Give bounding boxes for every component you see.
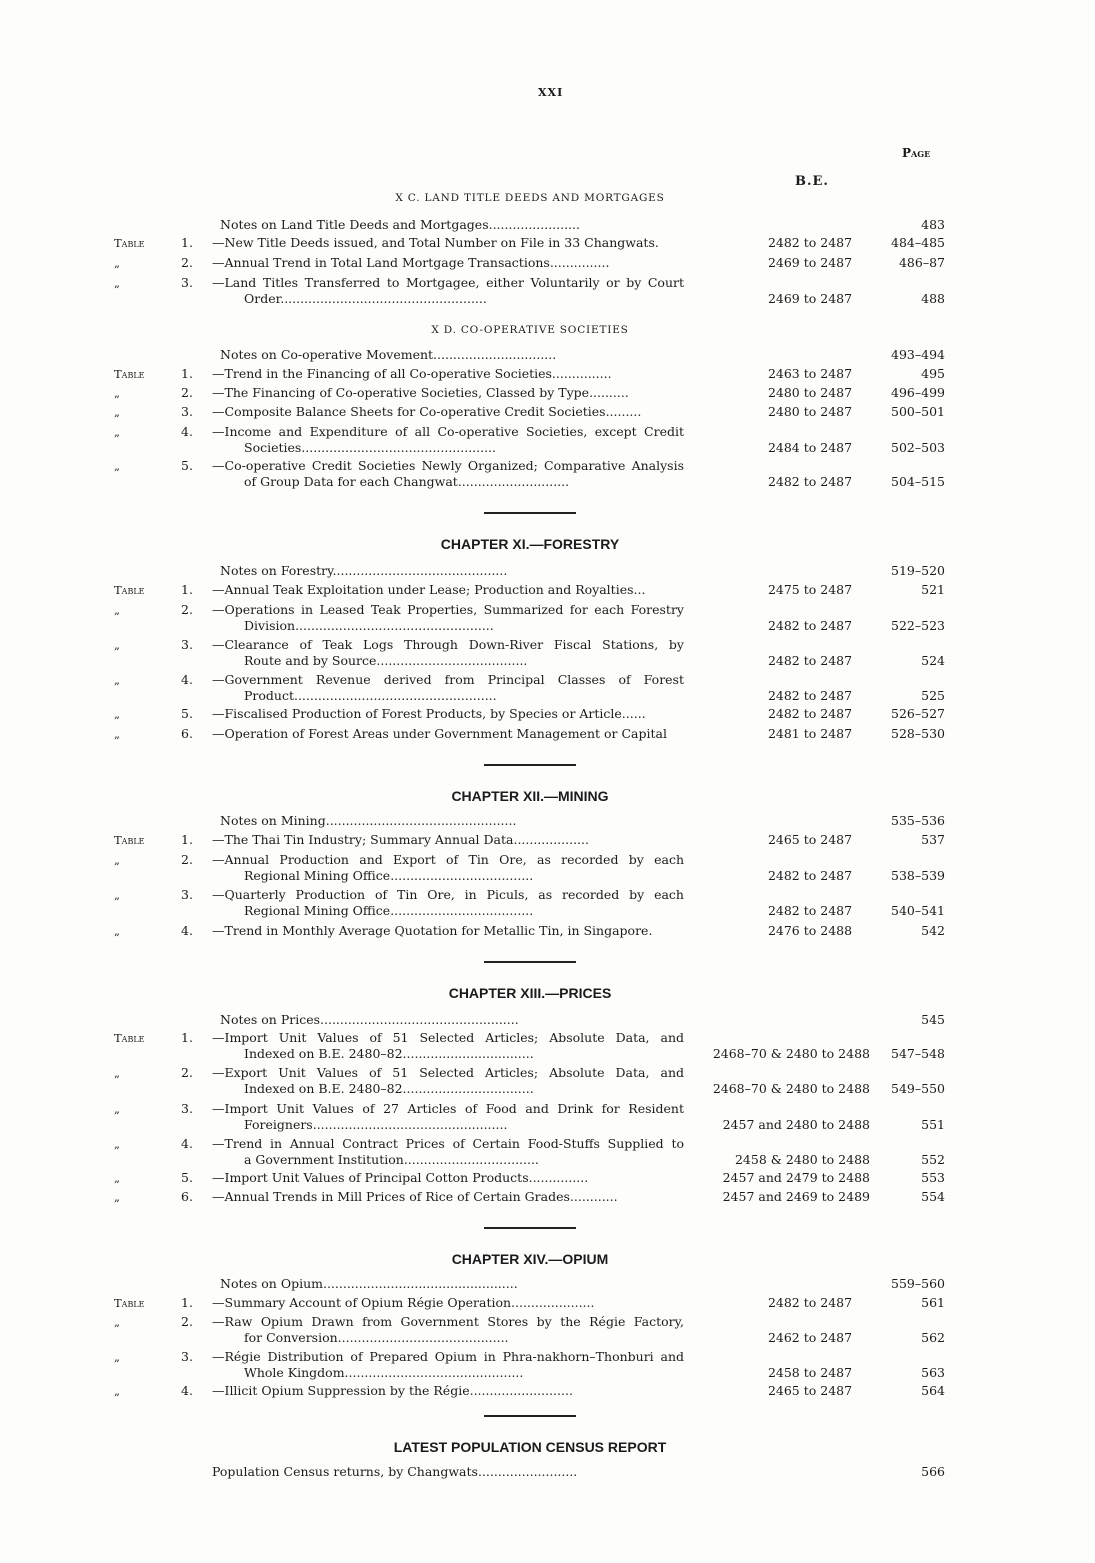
table-label: „ xyxy=(114,727,120,741)
page-number: 551 xyxy=(921,1117,945,1132)
table-number: 1. xyxy=(181,235,193,250)
entry-title xyxy=(212,726,684,742)
entry-title-continuation: of Group Data for each Changwat............................ xyxy=(244,474,570,489)
be-years: 2463 to 2487 xyxy=(767,366,853,381)
table-label: „ xyxy=(114,1102,120,1116)
entry-title-line: —Fiscalised Production of Forest Products, by Species or Article...... xyxy=(212,706,646,721)
be-years: 2469 to 2487 xyxy=(767,255,853,270)
table-label: „ xyxy=(114,1137,120,1151)
entry-title-line: —Trend in the Financing of all Co-operative Societies............... xyxy=(212,366,612,381)
entry-title-line: —Composite Balance Sheets for Co-operative Credit Societies......... xyxy=(212,404,642,419)
be-column-heading: B.E. xyxy=(795,174,829,189)
page-number: 486–87 xyxy=(898,255,945,270)
entry-title-continuation: Regional Mining Office.................................... xyxy=(244,903,534,918)
table-label: „ xyxy=(114,1384,120,1398)
page-number: 525 xyxy=(921,688,945,703)
entry-title-line: —Operation of Forest Areas under Government Management or Capital xyxy=(212,726,667,741)
page-number: 540–541 xyxy=(891,903,945,918)
entry-title-line: —Annual Trends in Mill Prices of Rice of Certain Grades............ xyxy=(212,1189,618,1204)
table-number: 2. xyxy=(181,385,193,400)
entry-title-line: —The Financing of Co-operative Societies, Classed by Type.......... xyxy=(212,385,629,400)
page-number: 566 xyxy=(921,1464,945,1479)
table-label: „ xyxy=(114,707,120,721)
table-number: 4. xyxy=(181,424,193,439)
entry-title-line: —Government Revenue derived from Principal Classes of Forest xyxy=(212,672,684,687)
entry-title-line: Notes on Opium................................................. xyxy=(220,1276,518,1291)
entry-title-continuation: Order.................................................... xyxy=(244,291,487,306)
page-number: 537 xyxy=(921,832,945,847)
table-number: 6. xyxy=(181,1189,193,1204)
be-years: 2482 to 2487 xyxy=(767,706,853,721)
table-label: Table xyxy=(114,1296,145,1310)
entry-title-line: —Annual Production and Export of Tin Ore, as recorded by each xyxy=(212,852,684,867)
page-number-roman: XXI xyxy=(538,86,564,99)
entry-title xyxy=(212,832,684,848)
page-number: 552 xyxy=(921,1152,945,1167)
entry-title-continuation: Whole Kingdom............................................. xyxy=(244,1365,524,1380)
be-years: 2465 to 2487 xyxy=(767,1383,853,1398)
entry-title-continuation: Foreigners................................................. xyxy=(244,1117,508,1132)
table-number: 1. xyxy=(181,582,193,597)
page-number: 493–494 xyxy=(891,347,945,362)
table-label: Table xyxy=(114,1031,145,1045)
be-years: 2482 to 2487 xyxy=(767,235,853,250)
entry-title-line: —New Title Deeds issued, and Total Number on File in 33 Changwats. xyxy=(212,235,659,250)
entry-title-line: —Régie Distribution of Prepared Opium in Phra-nakhorn–Thonburi and xyxy=(212,1349,684,1364)
chapter-heading: CHAPTER XIII.—PRICES xyxy=(448,985,612,1001)
entry-title-line: Notes on Mining................................................ xyxy=(220,813,517,828)
entry-title-line: —Import Unit Values of 51 Selected Articles; Absolute Data, and xyxy=(212,1030,684,1045)
be-years: 2482 to 2487 xyxy=(767,1295,853,1310)
page-number: 562 xyxy=(921,1330,945,1345)
chapter-heading: CHAPTER XII.—MINING xyxy=(451,788,609,804)
entry-title-line: —Illicit Opium Suppression by the Régie.......................... xyxy=(212,1383,573,1398)
chapter-heading: CHAPTER XIV.—OPIUM xyxy=(451,1251,609,1267)
entry-title-continuation: Route and by Source...................................... xyxy=(244,653,528,668)
page-number: 545 xyxy=(921,1012,945,1027)
entry-title xyxy=(212,582,684,598)
page-number: 547–548 xyxy=(891,1046,945,1061)
entry-title-continuation: Division.................................................. xyxy=(244,618,494,633)
entry-title xyxy=(212,1189,684,1205)
entry-title-line: Notes on Co-operative Movement............................... xyxy=(220,347,557,362)
table-number: 2. xyxy=(181,1065,193,1080)
be-years: 2480 to 2487 xyxy=(767,385,853,400)
be-years: 2462 to 2487 xyxy=(767,1330,853,1345)
page-number: 528–530 xyxy=(891,726,945,741)
be-years: 2469 to 2487 xyxy=(767,291,853,306)
entry-title-line: Notes on Prices.................................................. xyxy=(220,1012,519,1027)
entry-title xyxy=(212,458,684,490)
table-number: 2. xyxy=(181,852,193,867)
entry-title xyxy=(220,217,685,233)
page-number: 504–515 xyxy=(891,474,945,489)
table-number: 4. xyxy=(181,1136,193,1151)
table-number: 1. xyxy=(181,366,193,381)
table-number: 5. xyxy=(181,458,193,473)
page-number: 538–539 xyxy=(891,868,945,883)
table-number: 1. xyxy=(181,832,193,847)
table-label: „ xyxy=(114,603,120,617)
page-number: 500–501 xyxy=(891,404,945,419)
entry-title xyxy=(212,1030,684,1062)
page-number: 522–523 xyxy=(891,618,945,633)
entry-title xyxy=(212,424,684,456)
entry-title-line: —Operations in Leased Teak Properties, Summarized for each Forestry xyxy=(212,602,684,617)
table-label: „ xyxy=(114,638,120,652)
entry-title xyxy=(212,1136,684,1168)
entry-title-line: —Import Unit Values of 27 Articles of Food and Drink for Resident xyxy=(212,1101,684,1116)
page-number: 564 xyxy=(921,1383,945,1398)
entry-title xyxy=(212,637,684,669)
page-number: 554 xyxy=(921,1189,945,1204)
entry-title xyxy=(212,706,684,722)
be-years: 2480 to 2487 xyxy=(767,404,853,419)
entry-title-line: —Trend in Monthly Average Quotation for Metallic Tin, in Singapore. xyxy=(212,923,653,938)
entry-title-line: Notes on Forestry............................................ xyxy=(220,563,508,578)
be-years: 2482 to 2487 xyxy=(767,653,853,668)
section-divider-rule xyxy=(484,512,576,514)
page-number: 535–536 xyxy=(891,813,945,828)
table-label: Table xyxy=(114,833,145,847)
table-number: 6. xyxy=(181,726,193,741)
page-number: 561 xyxy=(921,1295,945,1310)
page-number: 524 xyxy=(921,653,945,668)
entry-title xyxy=(212,255,684,271)
entry-title xyxy=(212,1295,684,1311)
entry-title-line: —Summary Account of Opium Régie Operation..................... xyxy=(212,1295,595,1310)
subsection-heading: X D. CO-OPERATIVE SOCIETIES xyxy=(431,324,629,336)
table-label: „ xyxy=(114,1171,120,1185)
entry-title xyxy=(212,404,684,420)
table-label: „ xyxy=(114,853,120,867)
entry-title-line: —Trend in Annual Contract Prices of Certain Food-Stuffs Supplied to xyxy=(212,1136,684,1151)
table-label: Table xyxy=(114,367,145,381)
be-years: 2481 to 2487 xyxy=(767,726,853,741)
be-years: 2482 to 2487 xyxy=(767,868,853,883)
table-number: 3. xyxy=(181,1349,193,1364)
be-years: 2457 and 2480 to 2488 xyxy=(722,1117,870,1132)
entry-title xyxy=(220,563,685,579)
entry-title xyxy=(212,1065,684,1097)
be-years: 2482 to 2487 xyxy=(767,618,853,633)
entry-title-continuation: Product................................................... xyxy=(244,688,497,703)
entry-title-continuation: Indexed on B.E. 2480–82................................. xyxy=(244,1046,534,1061)
entry-title xyxy=(212,1101,684,1133)
be-years: 2475 to 2487 xyxy=(767,582,853,597)
table-label: „ xyxy=(114,256,120,270)
table-number: 4. xyxy=(181,1383,193,1398)
table-number: 5. xyxy=(181,1170,193,1185)
entry-title-continuation: Indexed on B.E. 2480–82................................. xyxy=(244,1081,534,1096)
entry-title-line: —Annual Trend in Total Land Mortgage Transactions............... xyxy=(212,255,610,270)
table-number: 3. xyxy=(181,275,193,290)
entry-title xyxy=(212,1170,684,1186)
entry-title-line: —Raw Opium Drawn from Government Stores by the Régie Factory, xyxy=(212,1314,684,1329)
entry-title-continuation: for Conversion........................................... xyxy=(244,1330,509,1345)
table-label: „ xyxy=(114,405,120,419)
be-years: 2482 to 2487 xyxy=(767,474,853,489)
be-years: 2458 to 2487 xyxy=(767,1365,853,1380)
entry-title xyxy=(212,1349,684,1381)
entry-title xyxy=(212,1314,684,1346)
page-number: 542 xyxy=(921,923,945,938)
be-years: 2482 to 2487 xyxy=(767,688,853,703)
page-number: 553 xyxy=(921,1170,945,1185)
entry-title xyxy=(212,1383,684,1399)
table-label: „ xyxy=(114,888,120,902)
entry-title xyxy=(212,275,684,307)
entry-title xyxy=(212,923,684,939)
page-number: 521 xyxy=(921,582,945,597)
be-years: 2468–70 & 2480 to 2488 xyxy=(712,1046,870,1061)
be-years: 2468–70 & 2480 to 2488 xyxy=(712,1081,870,1096)
entry-title-line: —Export Unit Values of 51 Selected Articles; Absolute Data, and xyxy=(212,1065,684,1080)
entry-title-line: —Quarterly Production of Tin Ore, in Piculs, as recorded by each xyxy=(212,887,684,902)
entry-title xyxy=(220,1276,685,1292)
be-years: 2484 to 2487 xyxy=(767,440,853,455)
entry-title-line: —The Thai Tin Industry; Summary Annual Data................... xyxy=(212,832,589,847)
table-number: 3. xyxy=(181,887,193,902)
page-number: 526–527 xyxy=(891,706,945,721)
table-number: 1. xyxy=(181,1030,193,1045)
entry-title xyxy=(212,852,684,884)
table-label: „ xyxy=(114,386,120,400)
be-years: 2465 to 2487 xyxy=(767,832,853,847)
section-divider-rule xyxy=(484,764,576,766)
table-label: „ xyxy=(114,1350,120,1364)
entry-title-line: —Co-operative Credit Societies Newly Organized; Comparative Analysis xyxy=(212,458,684,473)
page-number: 549–550 xyxy=(891,1081,945,1096)
section-divider-rule xyxy=(484,1415,576,1417)
be-years: 2482 to 2487 xyxy=(767,903,853,918)
table-number: 2. xyxy=(181,255,193,270)
page-number: 484–485 xyxy=(891,235,945,250)
entry-title-line: —Annual Teak Exploitation under Lease; Production and Royalties... xyxy=(212,582,646,597)
table-number: 4. xyxy=(181,923,193,938)
table-number: 4. xyxy=(181,672,193,687)
table-label: Table xyxy=(114,583,145,597)
entry-title-line: —Land Titles Transferred to Mortgagee, either Voluntarily or by Court xyxy=(212,275,684,290)
be-years: 2457 and 2469 to 2489 xyxy=(722,1189,870,1204)
subsection-heading: X C. LAND TITLE DEEDS AND MORTGAGES xyxy=(395,192,665,204)
be-years: 2458 & 2480 to 2488 xyxy=(734,1152,870,1167)
entry-title xyxy=(212,385,684,401)
page-number: 559–560 xyxy=(891,1276,945,1291)
page-number: 488 xyxy=(921,291,945,306)
table-number: 3. xyxy=(181,1101,193,1116)
entry-title-continuation: Regional Mining Office.................................... xyxy=(244,868,534,883)
entry-title-continuation: Societies................................................. xyxy=(244,440,497,455)
table-number: 5. xyxy=(181,706,193,721)
chapter-heading: LATEST POPULATION CENSUS REPORT xyxy=(393,1439,667,1455)
page-number: 483 xyxy=(921,217,945,232)
page-number: 496–499 xyxy=(891,385,945,400)
table-number: 3. xyxy=(181,404,193,419)
entry-title xyxy=(212,887,684,919)
entry-title-continuation: a Government Institution.................................. xyxy=(244,1152,539,1167)
table-label: „ xyxy=(114,1315,120,1329)
table-label: „ xyxy=(114,673,120,687)
entry-title xyxy=(212,235,684,251)
page-number: 495 xyxy=(921,366,945,381)
table-label: „ xyxy=(114,276,120,290)
entry-title-line: Population Census returns, by Changwats......................... xyxy=(212,1464,578,1479)
entry-title xyxy=(212,602,684,634)
chapter-heading: CHAPTER XI.—FORESTRY xyxy=(440,536,620,552)
page-column-heading: Page xyxy=(902,146,931,160)
page-number: 502–503 xyxy=(891,440,945,455)
entry-title xyxy=(212,672,684,704)
entry-title xyxy=(220,347,685,363)
entry-title xyxy=(212,366,684,382)
entry-title xyxy=(220,1012,685,1028)
be-years: 2476 to 2488 xyxy=(767,923,853,938)
section-divider-rule xyxy=(484,961,576,963)
entry-title-line: —Income and Expenditure of all Co-operative Societies, except Credit xyxy=(212,424,684,439)
table-number: 2. xyxy=(181,1314,193,1329)
table-label: Table xyxy=(114,236,145,250)
table-label: „ xyxy=(114,1066,120,1080)
table-label: „ xyxy=(114,924,120,938)
page-number: 563 xyxy=(921,1365,945,1380)
entry-title xyxy=(212,1464,677,1480)
table-label: „ xyxy=(114,459,120,473)
entry-title-line: —Clearance of Teak Logs Through Down-River Fiscal Stations, by xyxy=(212,637,684,652)
table-label: „ xyxy=(114,425,120,439)
table-number: 1. xyxy=(181,1295,193,1310)
entry-title-line: Notes on Land Title Deeds and Mortgages....................... xyxy=(220,217,580,232)
entry-title xyxy=(220,813,685,829)
table-number: 3. xyxy=(181,637,193,652)
table-label: „ xyxy=(114,1190,120,1204)
table-number: 2. xyxy=(181,602,193,617)
section-divider-rule xyxy=(484,1227,576,1229)
page-number: 519–520 xyxy=(891,563,945,578)
entry-title-line: —Import Unit Values of Principal Cotton Products............... xyxy=(212,1170,589,1185)
be-years: 2457 and 2479 to 2488 xyxy=(722,1170,870,1185)
